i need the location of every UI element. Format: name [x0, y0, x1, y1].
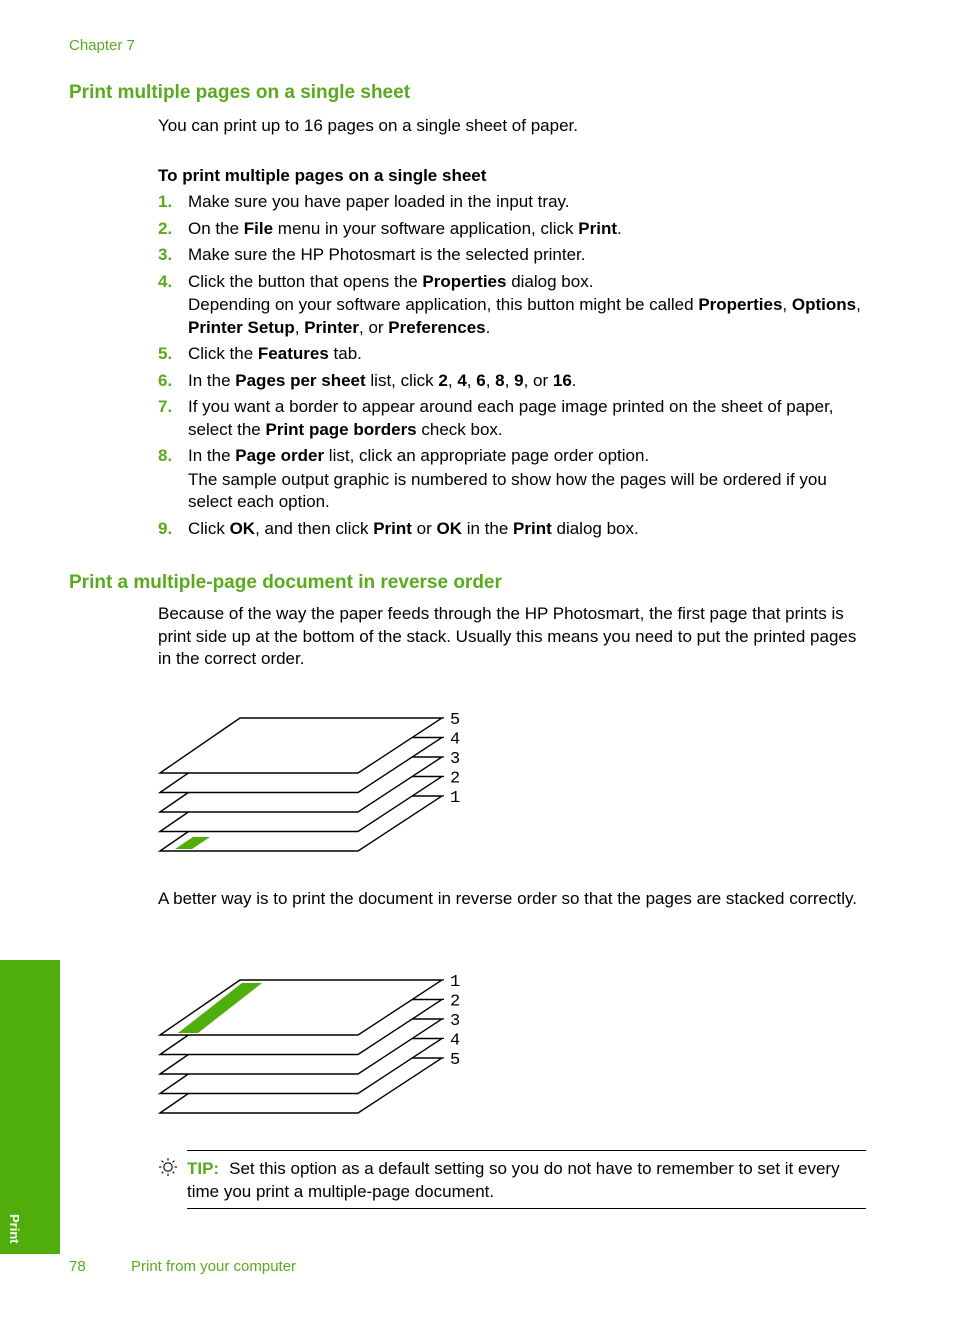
- page-number: 78: [69, 1258, 86, 1275]
- step-item: [158, 218, 870, 241]
- step-item: [158, 343, 870, 366]
- page-order-label: 4: [450, 730, 461, 750]
- step-text: Make sure you have paper loaded in the input tray.: [188, 192, 570, 211]
- section-intro: You can print up to 16 pages on a single sheet of paper.: [158, 116, 578, 135]
- page-order-label: 4: [450, 1031, 461, 1051]
- step-number: 4.: [158, 271, 173, 291]
- step-number: 9.: [158, 518, 173, 538]
- page-order-label: 1: [450, 973, 461, 992]
- step-note: The sample output graphic is numbered to show how the pages will be ordered if you select each option.: [188, 469, 827, 511]
- tip-top-rule: [187, 1150, 866, 1151]
- page-order-label: 5: [450, 711, 461, 730]
- procedure-title: To print multiple pages on a single sheet: [158, 166, 487, 185]
- step-number: 6.: [158, 370, 173, 390]
- section-heading-multiple-pages: Print multiple pages on a single sheet: [69, 82, 411, 103]
- footer-title: Print from your computer: [131, 1258, 297, 1275]
- step-number: 5.: [158, 344, 173, 363]
- step-number: 7.: [158, 397, 173, 416]
- step-item: [158, 518, 870, 541]
- step-number: 8.: [158, 446, 173, 465]
- step-number: 3.: [158, 245, 173, 264]
- page-order-label: 2: [450, 992, 461, 1012]
- step-item: [158, 370, 870, 393]
- stack-figure-reverse-svg: [150, 967, 480, 1122]
- chapter-label: Chapter 7: [69, 37, 135, 54]
- step-text: If you want a border to appear around each page image printed on the sheet of paper, select the Print page borders check box.: [188, 397, 834, 439]
- step-text: Make sure the HP Photosmart is the selected printer.: [188, 245, 586, 264]
- tip-text: Set this option as a default setting so you do not have to remember to set it every time you print a multiple-page document.: [187, 1159, 840, 1201]
- step-item: [158, 244, 870, 267]
- tip-text-block: [187, 1158, 866, 1203]
- step-number: 1.: [158, 192, 173, 211]
- page-order-label: 1: [450, 789, 461, 808]
- step-text: Click the Features tab.: [188, 344, 362, 363]
- steps-list: [158, 191, 870, 544]
- step-text: Click the button that opens the Properties dialog box.: [188, 271, 594, 291]
- step-text: Click OK, and then click Print or OK in the Print dialog box.: [188, 518, 639, 538]
- step-text: In the Pages per sheet list, click 2, 4, 6, 8, 9, or 16.: [188, 370, 577, 390]
- stack-figure-reverse: [150, 967, 480, 1122]
- step-item: [158, 396, 870, 441]
- tip-label: TIP:: [187, 1159, 220, 1178]
- step-item: [158, 271, 870, 340]
- page-order-label: 5: [450, 1051, 461, 1070]
- step-text: On the File menu in your software application, click Print.: [188, 218, 622, 238]
- stack-figure-normal-svg: [150, 705, 480, 860]
- page-order-label: 3: [450, 1012, 461, 1031]
- step-text: In the Page order list, click an appropriate page order option.: [188, 446, 650, 465]
- lightbulb-icon: [158, 1157, 178, 1177]
- step-item: [158, 445, 870, 514]
- step-item: [158, 191, 870, 214]
- stack-figure-normal: [150, 705, 480, 860]
- step-note: Depending on your software application, this button might be called Properties, Options, Printer Setup, Printer, or Preferences.: [188, 295, 861, 337]
- tip-bottom-rule: [187, 1208, 866, 1209]
- step-number: 2.: [158, 218, 173, 238]
- section-heading-reverse-order: Print a multiple-page document in reverse order: [69, 572, 502, 593]
- page-order-label: 3: [450, 750, 461, 769]
- side-tab: [0, 960, 60, 1254]
- side-tab-label: Print: [7, 1214, 22, 1244]
- page-order-label: 2: [450, 769, 461, 789]
- reverse-order-intro: Because of the way the paper feeds through the HP Photosmart, the first page that prints is print side up at the bottom of the stack. Usually this means you need to put the printed pages in the correct order.: [158, 604, 857, 668]
- reverse-order-middle: A better way is to print the document in reverse order so that the pages are stacked correctly.: [158, 889, 857, 908]
